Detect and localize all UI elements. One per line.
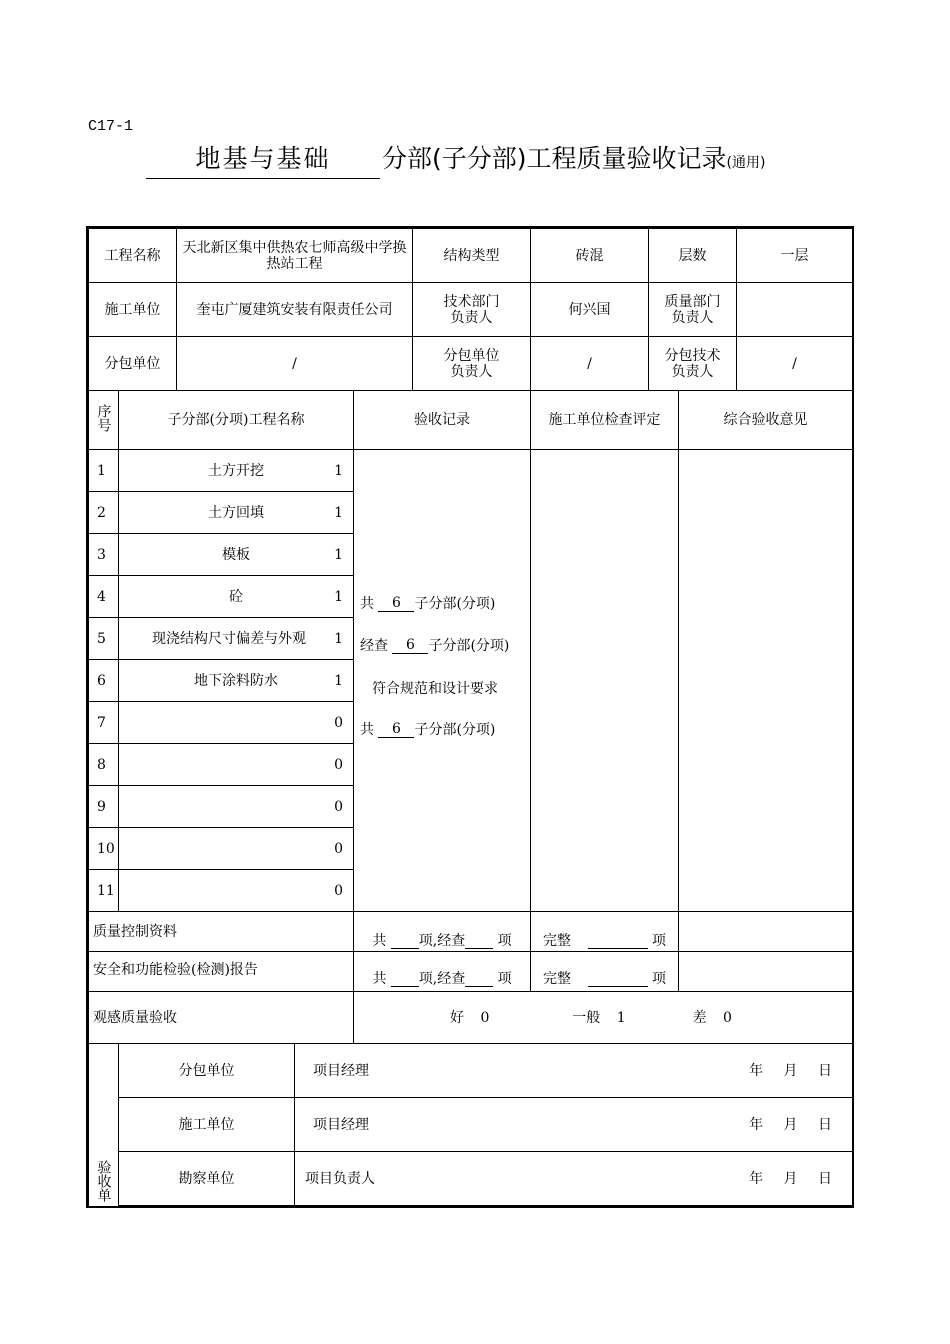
contractor-value: 奎屯广厦建筑安装有限责任公司 — [177, 283, 413, 337]
item-name: 地下涂料防水 — [194, 672, 278, 689]
quality-dept-label: 质量部门负责人 — [649, 283, 737, 337]
safety-reports-row — [89, 952, 853, 992]
acceptance-role: 项目负责人 — [305, 1170, 375, 1187]
structure-type-label: 结构类型 — [413, 229, 531, 283]
title-main-text: 分部(子分部)工程质量验收记录 — [382, 144, 727, 173]
acceptance-side-label: 验收单 — [89, 1044, 119, 1206]
acceptance-unit: 分包单位 — [119, 1044, 295, 1098]
safety-reports-label: 安全和功能检验(检测)报告 — [89, 952, 354, 992]
quality-docs-row — [89, 912, 853, 952]
acceptance-row — [89, 1044, 853, 1098]
header-table — [88, 228, 853, 391]
item-name-cell — [119, 618, 354, 660]
appearance-poor-value: 0 — [723, 1009, 732, 1026]
acceptance-sign-cell — [295, 1044, 853, 1098]
item-count: 0 — [334, 840, 343, 857]
item-name-cell — [119, 492, 354, 534]
item-count: 0 — [334, 882, 343, 899]
appearance-row — [89, 992, 853, 1044]
item-seq: 1 — [89, 450, 119, 492]
col-seq-header: 序号 — [89, 391, 119, 450]
item-seq: 4 — [89, 576, 119, 618]
sub-tech-label: 分包技术负责人 — [649, 337, 737, 391]
item-name: 砼 — [229, 588, 243, 605]
items-table — [88, 390, 853, 1044]
item-name-cell — [119, 702, 354, 744]
item-seq: 9 — [89, 786, 119, 828]
project-name-label: 工程名称 — [89, 229, 177, 283]
item-count: 1 — [334, 504, 343, 521]
item-seq: 5 — [89, 618, 119, 660]
subcontractor-label: 分包单位 — [89, 337, 177, 391]
item-seq: 2 — [89, 492, 119, 534]
subcontractor-value: / — [177, 337, 413, 391]
item-count: 1 — [334, 588, 343, 605]
safety-reports-complete: 完整 项 — [531, 952, 679, 992]
item-count: 1 — [334, 546, 343, 563]
floors-value: 一层 — [737, 229, 853, 283]
item-name-cell — [119, 744, 354, 786]
contractor-label: 施工单位 — [89, 283, 177, 337]
item-seq: 8 — [89, 744, 119, 786]
item-name: 现浇结构尺寸偏差与外观 — [152, 630, 306, 647]
item-count: 0 — [334, 714, 343, 731]
item-count: 1 — [334, 672, 343, 689]
item-seq: 7 — [89, 702, 119, 744]
col-self-check-header: 施工单位检查评定 — [531, 391, 679, 450]
acceptance-date: 年 月 日 — [749, 1170, 832, 1187]
form-code: C17-1 — [88, 118, 134, 135]
col-record-header: 验收记录 — [354, 391, 531, 450]
appearance-good-value: 0 — [480, 1009, 490, 1026]
sub-lead-value: / — [531, 337, 649, 391]
safety-reports-opinion — [679, 952, 853, 992]
quality-docs-complete: 完整 项 — [531, 912, 679, 952]
item-name: 土方回填 — [208, 504, 264, 521]
item-count: 1 — [334, 462, 343, 479]
sub-lead-label: 分包单位负责人 — [413, 337, 531, 391]
project-name-value: 天北新区集中供热农七师高级中学换热站工程 — [177, 229, 413, 283]
item-seq: 6 — [89, 660, 119, 702]
record-line-3: 符合规范和设计要求 — [372, 681, 498, 697]
acceptance-date: 年 月 日 — [749, 1062, 832, 1079]
item-name-cell — [119, 828, 354, 870]
tech-dept-value: 何兴国 — [531, 283, 649, 337]
self-check-cell — [531, 450, 679, 912]
title-subject: 地基与基础 — [146, 140, 380, 179]
item-count: 0 — [334, 756, 343, 773]
record-form — [86, 226, 854, 1208]
acceptance-sign-cell — [295, 1098, 853, 1152]
appearance-values: 好 0 一般 1 差 0 — [354, 992, 853, 1044]
quality-docs-opinion — [679, 912, 853, 952]
item-count: 0 — [334, 798, 343, 815]
item-name-cell — [119, 660, 354, 702]
sub-tech-value: / — [737, 337, 853, 391]
record-conform: 6 — [378, 721, 414, 738]
item-name-cell — [119, 450, 354, 492]
acceptance-table — [88, 1043, 853, 1206]
item-seq: 10 — [89, 828, 119, 870]
acceptance-date: 年 月 日 — [749, 1116, 832, 1133]
quality-docs-label: 质量控制资料 — [89, 912, 354, 952]
acceptance-unit: 施工单位 — [119, 1098, 295, 1152]
record-line-2: 经查 6 子分部(分项) — [360, 637, 510, 654]
acceptance-row — [89, 1152, 853, 1206]
record-checked: 6 — [392, 637, 428, 654]
opinion-cell — [679, 450, 853, 912]
structure-type-value: 砖混 — [531, 229, 649, 283]
appearance-label: 观感质量验收 — [89, 992, 354, 1044]
acceptance-row — [89, 1098, 853, 1152]
record-line-1: 共 6 子分部(分项) — [360, 595, 496, 612]
item-name-cell — [119, 576, 354, 618]
acceptance-role: 项目经理 — [313, 1062, 369, 1079]
page-title — [382, 140, 765, 182]
floors-label: 层数 — [649, 229, 737, 283]
appearance-normal-value: 1 — [616, 1009, 626, 1026]
col-name-header: 子分部(分项)工程名称 — [119, 391, 354, 450]
item-seq: 3 — [89, 534, 119, 576]
item-seq: 11 — [89, 870, 119, 912]
item-name: 土方开挖 — [208, 462, 264, 479]
record-cell — [354, 450, 531, 912]
record-total: 6 — [378, 595, 414, 612]
acceptance-role: 项目经理 — [313, 1116, 369, 1133]
item-name-cell — [119, 534, 354, 576]
quality-docs-count: 共 项,经查 项 — [354, 912, 531, 952]
tech-dept-label: 技术部门负责人 — [413, 283, 531, 337]
acceptance-sign-cell — [295, 1152, 853, 1206]
item-name-cell — [119, 786, 354, 828]
item-name-cell — [119, 870, 354, 912]
title-tag: (通用) — [726, 155, 766, 171]
safety-reports-count: 共 项,经查 项 — [354, 952, 531, 992]
table-row — [89, 450, 853, 492]
item-count: 1 — [334, 630, 343, 647]
quality-dept-value — [737, 283, 853, 337]
item-name: 模板 — [222, 546, 250, 563]
record-line-4: 共 6 子分部(分项) — [360, 721, 496, 738]
acceptance-unit: 勘察单位 — [119, 1152, 295, 1206]
col-opinion-header: 综合验收意见 — [679, 391, 853, 450]
